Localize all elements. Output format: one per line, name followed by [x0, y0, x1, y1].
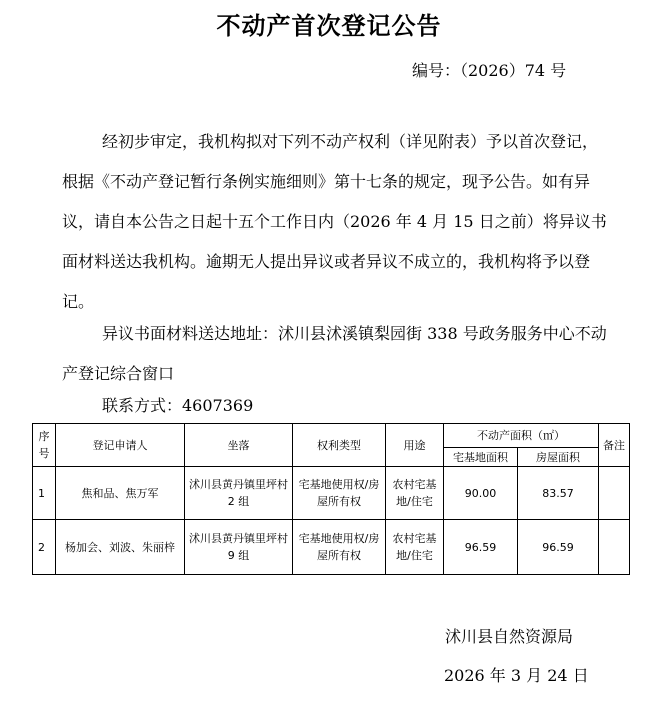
- document-number: 编号：（2026）74 号: [412, 61, 567, 80]
- objection-address-paragraph: 异议书面材料送达地址：沭川县沭溪镇梨园街 338 号政务服务中心不动产登记综合窗口: [62, 324, 607, 383]
- header-no: 序号: [33, 424, 56, 467]
- cell-house-area: 83.57: [518, 467, 599, 520]
- cell-house-area: 96.59: [518, 520, 599, 575]
- header-land-area: 宅基地面积: [444, 448, 518, 467]
- cell-usage: 农村宅基地/住宅: [386, 467, 444, 520]
- cell-no: 2: [33, 520, 56, 575]
- header-usage: 用途: [386, 424, 444, 467]
- cell-location: 沭川县黄丹镇里坪村 2 组: [185, 467, 293, 520]
- table-row: [33, 467, 630, 520]
- cell-land-area: 90.00: [444, 467, 518, 520]
- cell-remark: [599, 520, 630, 575]
- header-remark: 备注: [599, 424, 630, 467]
- cell-no: 1: [33, 467, 56, 520]
- header-applicant: 登记申请人: [56, 424, 185, 467]
- cell-right-type: 宅基地使用权/房屋所有权: [293, 467, 386, 520]
- table-row: [33, 520, 630, 575]
- issuing-authority: 沭川县自然资源局: [445, 627, 574, 646]
- header-house-area: 房屋面积: [518, 448, 599, 467]
- issue-date: 2026 年 3 月 24 日: [444, 666, 589, 685]
- header-right-type: 权利类型: [293, 424, 386, 467]
- cell-applicant: 焦和品、焦万军: [56, 467, 185, 520]
- cell-land-area: 96.59: [444, 520, 518, 575]
- contact-info: 联系方式：4607369: [102, 396, 254, 415]
- cell-usage: 农村宅基地/住宅: [386, 520, 444, 575]
- registration-table: [32, 423, 630, 575]
- cell-applicant: 杨加会、刘波、朱丽梓: [56, 520, 185, 575]
- page-title: 不动产首次登记公告: [216, 12, 442, 40]
- cell-remark: [599, 467, 630, 520]
- header-location: 坐落: [185, 424, 293, 467]
- header-area-group: 不动产面积（㎡）: [444, 424, 599, 448]
- cell-location: 沭川县黄丹镇里坪村 9 组: [185, 520, 293, 575]
- cell-right-type: 宅基地使用权/房屋所有权: [293, 520, 386, 575]
- notice-paragraph: 经初步审定，我机构拟对下列不动产权利（详见附表）予以首次登记，根据《不动产登记暂行条例实施细则》第十七条的规定，现予公告。如有异议，请自本公告之日起十五个工作日内（2026 年 4 月 15 日之前）将异议书面材料送达我机构。逾期无人提出异议或者异议不成立的，我机构将予以登记。: [62, 132, 607, 311]
